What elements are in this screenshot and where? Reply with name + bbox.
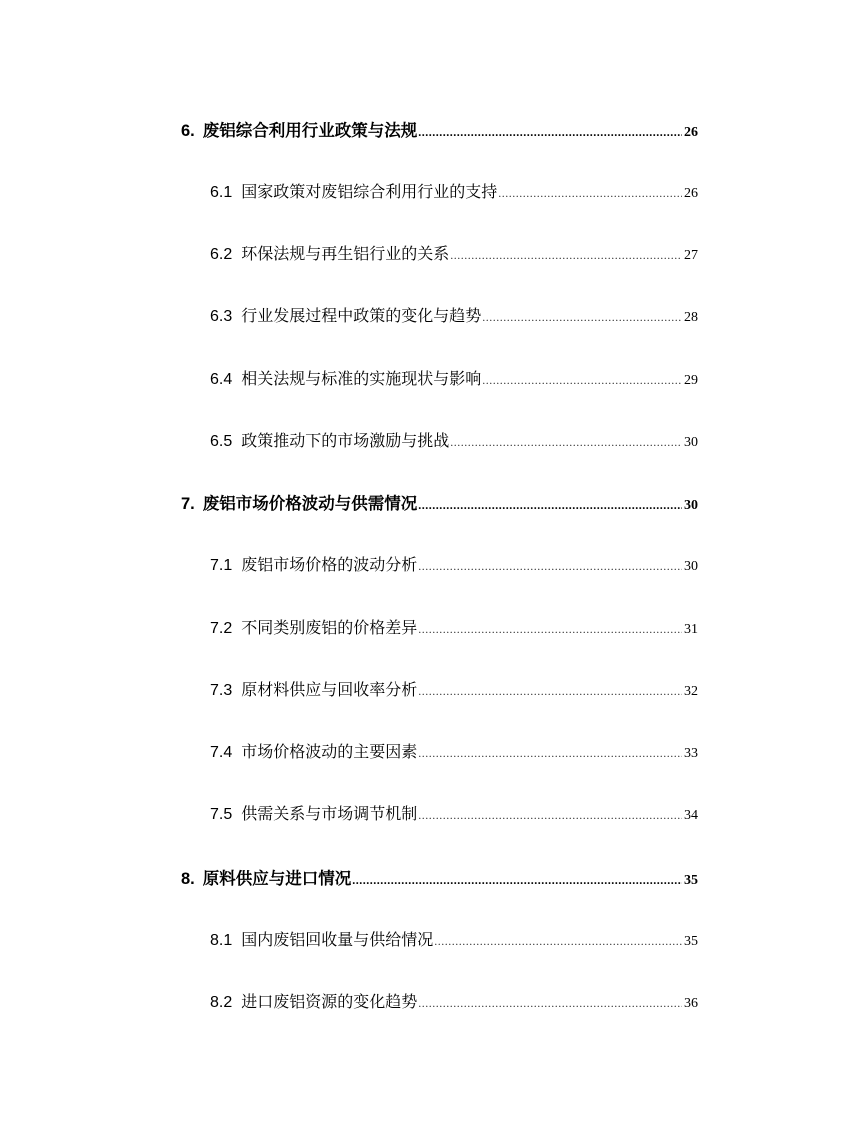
page-number: 26	[684, 125, 698, 140]
dot-leader	[450, 435, 682, 450]
page-number: 27	[684, 248, 698, 263]
section-title: 行业发展过程中政策的变化与趋势	[241, 308, 482, 325]
page-number: 36	[684, 996, 698, 1011]
section-title: 国内废铝回收量与供给情况	[241, 932, 434, 949]
dot-leader	[418, 125, 682, 140]
chapter-title: 废铝综合利用行业政策与法规	[202, 122, 418, 140]
page-number: 31	[684, 622, 698, 637]
section-number: 7.3	[210, 682, 233, 699]
dot-leader	[418, 808, 682, 823]
page-number: 29	[684, 373, 698, 388]
page-number: 35	[684, 934, 698, 949]
dot-leader	[498, 186, 682, 201]
dot-leader	[482, 373, 682, 388]
section-number: 8.1	[210, 932, 233, 949]
toc-section-6-5[interactable]	[210, 428, 698, 452]
page-number: 28	[684, 310, 698, 325]
page-number: 30	[684, 559, 698, 574]
toc-section-7-3[interactable]	[210, 677, 698, 701]
toc-section-6-2[interactable]	[210, 241, 698, 265]
section-number: 7.1	[210, 557, 233, 574]
toc-section-6-4[interactable]	[210, 366, 698, 390]
section-number: 6.3	[210, 308, 233, 325]
dot-leader	[418, 559, 682, 574]
dot-leader	[418, 622, 682, 637]
dot-leader	[482, 310, 682, 325]
page-number: 30	[684, 435, 698, 450]
page-number: 32	[684, 684, 698, 699]
page-number: 35	[684, 873, 698, 888]
dot-leader	[418, 746, 682, 761]
page-number: 33	[684, 746, 698, 761]
page-number: 30	[684, 498, 698, 513]
chapter-number: 7.	[181, 495, 195, 513]
toc-section-7-2[interactable]	[210, 615, 698, 639]
dot-leader	[418, 498, 682, 513]
dot-leader	[418, 684, 682, 699]
dot-leader	[434, 934, 682, 949]
section-title: 供需关系与市场调节机制	[241, 806, 418, 823]
section-title: 市场价格波动的主要因素	[241, 744, 418, 761]
page-number: 34	[684, 808, 698, 823]
chapter-number: 6.	[181, 122, 195, 140]
dot-leader	[450, 248, 682, 263]
section-title: 进口废铝资源的变化趋势	[241, 994, 418, 1011]
toc-section-6-3[interactable]	[210, 303, 698, 327]
section-number: 6.4	[210, 371, 233, 388]
section-title: 环保法规与再生铝行业的关系	[241, 246, 450, 263]
toc-section-6-1[interactable]	[210, 179, 698, 203]
dot-leader	[352, 873, 682, 888]
section-number: 8.2	[210, 994, 233, 1011]
section-number: 6.1	[210, 184, 233, 201]
toc-section-8-1[interactable]	[210, 927, 698, 951]
section-number: 6.2	[210, 246, 233, 263]
page-number: 26	[684, 186, 698, 201]
toc-section-7-5[interactable]	[210, 801, 698, 825]
section-title: 原材料供应与回收率分析	[241, 682, 418, 699]
dot-leader	[418, 996, 682, 1011]
section-number: 7.4	[210, 744, 233, 761]
section-title: 相关法规与标准的实施现状与影响	[241, 371, 482, 388]
section-title: 不同类别废铝的价格差异	[241, 620, 418, 637]
toc-chapter-8[interactable]	[181, 865, 698, 889]
section-title: 国家政策对废铝综合利用行业的支持	[241, 184, 498, 201]
chapter-title: 原料供应与进口情况	[202, 870, 352, 888]
chapter-number: 8.	[181, 870, 195, 888]
toc-chapter-7[interactable]	[181, 490, 698, 514]
section-number: 7.5	[210, 806, 233, 823]
section-title: 废铝市场价格的波动分析	[241, 557, 418, 574]
toc-section-7-1[interactable]	[210, 552, 698, 576]
chapter-title: 废铝市场价格波动与供需情况	[202, 495, 418, 513]
section-number: 6.5	[210, 433, 233, 450]
section-number: 7.2	[210, 620, 233, 637]
toc-section-8-2[interactable]	[210, 989, 698, 1013]
toc-section-7-4[interactable]	[210, 739, 698, 763]
section-title: 政策推动下的市场激励与挑战	[241, 433, 450, 450]
toc-chapter-6[interactable]	[181, 117, 698, 141]
